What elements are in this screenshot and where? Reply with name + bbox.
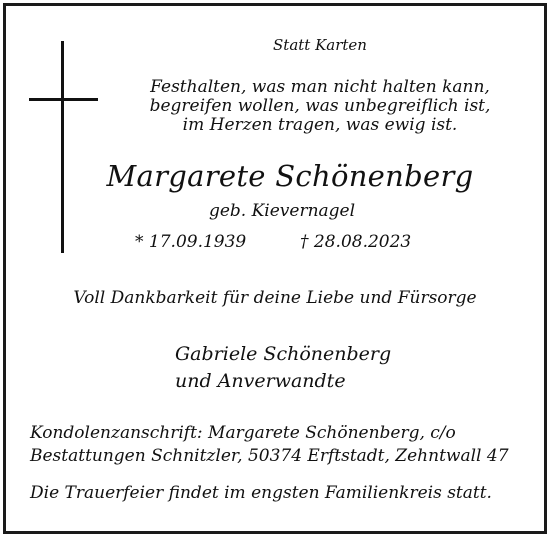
notice-heading: Statt Karten [273,36,367,54]
mourner-name: Gabriele Schönenberg [175,343,392,365]
poem-line: Festhalten, was man nicht halten kann, [150,77,490,97]
mourner-name: und Anverwandte [175,370,346,392]
thanks-line: Voll Dankbarkeit für deine Liebe und Fürsorge [73,288,477,308]
poem-line: im Herzen tragen, was ewig ist. [182,115,458,135]
address-line: Kondolenzanschrift: Margarete Schönenberg, c/o [30,423,456,443]
funeral-service-note: Die Trauerfeier findet im engsten Familienkreis statt. [30,483,492,503]
birth-date: * 17.09.1939 [135,232,247,252]
cross-horizontal-bar [29,98,98,101]
cross-vertical-bar [61,41,64,253]
address-line: Bestattungen Schnitzler, 50374 Erftstadt, Zehntwall 47 [30,446,509,466]
deceased-name: Margarete Schönenberg [106,159,474,193]
maiden-name: geb. Kievernagel [208,201,356,221]
poem-line: begreifen wollen, was unbegreiflich ist, [149,96,491,116]
death-date: † 28.08.2023 [300,232,412,252]
